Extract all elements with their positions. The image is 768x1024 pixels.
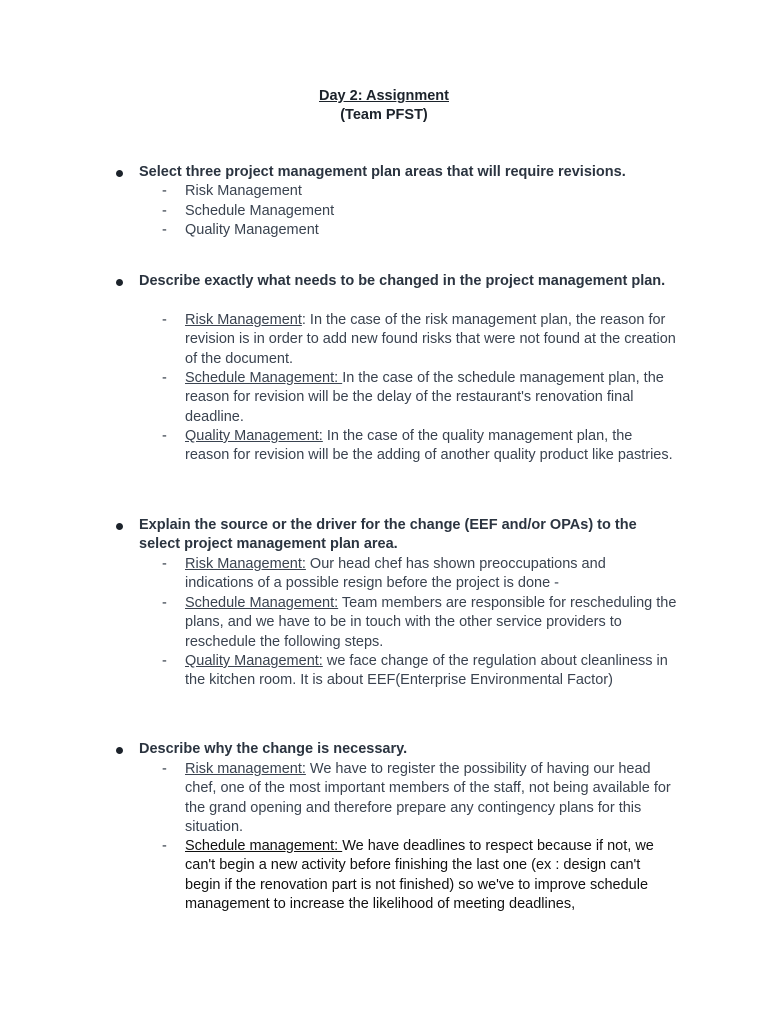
item-text: Schedule Management: [185, 203, 335, 219]
dash-icon: -: [162, 222, 167, 238]
dash-icon: -: [162, 203, 167, 219]
item-label: Risk Management:: [185, 556, 306, 572]
page-title: Day 2: Assignment: [319, 88, 449, 104]
dash-icon: -: [162, 370, 167, 386]
page-subtitle: (Team PFST): [340, 107, 428, 123]
dash-icon: -: [162, 761, 167, 777]
dash-icon: -: [162, 428, 167, 444]
item-text: In the case of the quality management plan, the reason for revision will be the adding of another quality product like pastries.: [185, 428, 673, 464]
item-text: : In the case of the risk management plan, the reason for revision is in order to add new found risks that were not found at the creation of the document.: [185, 312, 676, 367]
item-text: Our head chef has shown preoccupations and indications of a possible resign before the project is done -: [185, 556, 606, 592]
dash-icon: -: [162, 556, 167, 572]
item-text: Team members are responsible for rescheduling the plans, and we have to be in touch with the other service providers to reschedule the following steps.: [185, 595, 677, 650]
item-text: We have deadlines to respect because if not, we can't begin a new activity before finishing the last one (ex : design can't begin if the renovation part is not finished) so we've to improve schedule management to increase the likelihood of meeting deadlines,: [185, 838, 654, 913]
item-label: Quality Management:: [185, 428, 323, 444]
section-question: Explain the source or the driver for the change (EEF and/or OPAs) to the select project management plan area.: [139, 517, 637, 553]
item-text: We have to register the possibility of having our head chef, one of the most important members of the staff, not being available for the grand opening and therefore prepare any contingency plans for this situation.: [185, 761, 671, 836]
item-label: Risk management:: [185, 761, 306, 777]
item-text: In the case of the schedule management plan, the reason for revision will be the delay of the restaurant's renovation final deadline.: [185, 370, 664, 425]
item-text: we face change of the regulation about cleanliness in the kitchen room. It is about EEF(Enterprise Environmental Factor): [185, 653, 668, 689]
dash-icon: -: [162, 595, 167, 611]
item-label: Schedule management:: [185, 838, 343, 854]
item-label: Schedule Management:: [185, 370, 343, 386]
dash-icon: -: [162, 653, 167, 669]
section-question: Select three project management plan areas that will require revisions.: [139, 164, 626, 180]
bullet-icon: [116, 279, 123, 286]
item-label: Risk Management: [185, 312, 302, 328]
dash-icon: -: [162, 312, 167, 328]
bullet-icon: [116, 523, 123, 530]
item-text: Risk Management: [185, 183, 302, 199]
item-text: Quality Management: [185, 222, 319, 238]
item-label: Schedule Management:: [185, 595, 339, 611]
section-question: Describe why the change is necessary.: [139, 741, 408, 757]
section-question: Describe exactly what needs to be changed in the project management plan.: [139, 273, 666, 289]
dash-icon: -: [162, 838, 167, 854]
bullet-icon: [116, 747, 123, 754]
dash-icon: -: [162, 183, 167, 199]
bullet-icon: [116, 170, 123, 177]
item-label: Quality Management:: [185, 653, 323, 669]
